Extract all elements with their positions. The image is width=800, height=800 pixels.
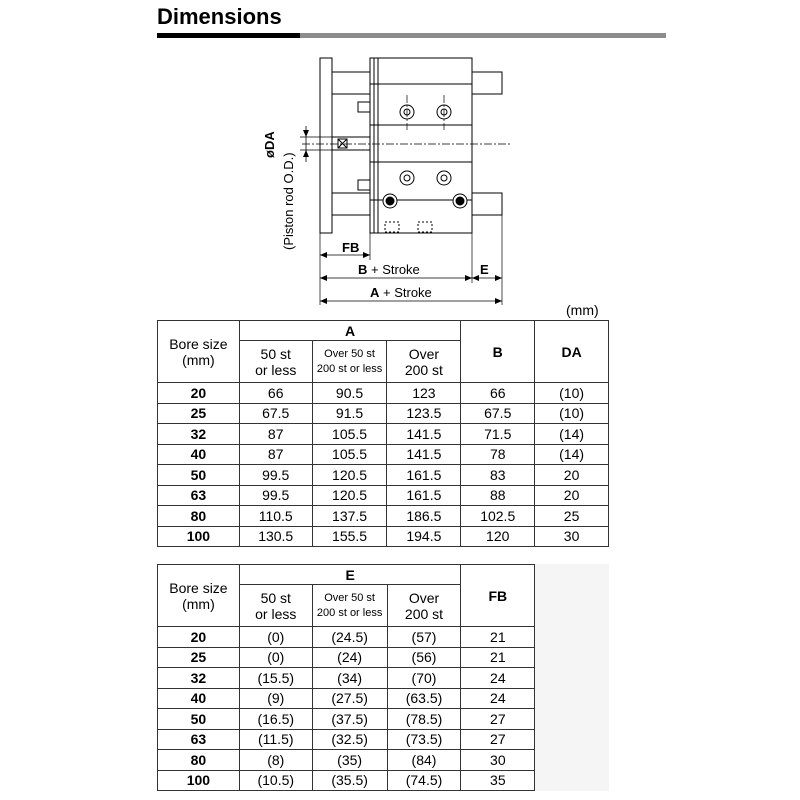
bore-size-cell: 80: [158, 506, 240, 527]
table-row: [158, 688, 609, 709]
b-cell: 67.5: [461, 403, 535, 424]
unit-note: (mm): [566, 302, 599, 318]
b-cell: 102.5: [461, 506, 535, 527]
a-over50st-cell: 90.5: [312, 383, 387, 404]
title-underline-dark: [157, 33, 300, 38]
e-subheader-50st-line2: or less: [255, 605, 297, 622]
a-over200st-cell: 123: [387, 383, 461, 404]
e-over200st-cell: (84): [387, 750, 461, 771]
e-over50st-cell: (24.5): [312, 627, 387, 648]
da-cell: (14): [535, 444, 609, 465]
e-50st-cell: (8): [239, 750, 312, 771]
table-e-body: [158, 627, 609, 791]
a-subheader-50st-line1: 50 st: [260, 345, 291, 362]
e-over50st-cell: (32.5): [312, 729, 387, 750]
bore-size-header-line2: (mm): [182, 595, 215, 612]
empty-shaded-cell: [535, 688, 609, 709]
a-50st-cell: 87: [239, 444, 312, 465]
a-over50st-cell: 137.5: [312, 506, 387, 527]
dimension-table-e: [157, 564, 609, 791]
drawing-label-a: [370, 285, 432, 300]
e-over50st-cell: (27.5): [312, 688, 387, 709]
a-50st-cell: 87: [239, 424, 312, 445]
da-cell: (10): [535, 403, 609, 424]
bore-size-header-line1: Bore size: [169, 579, 228, 596]
da-cell: 30: [535, 526, 609, 547]
table-row: [158, 647, 609, 668]
e-subheader-50st-line1: 50 st: [260, 589, 291, 606]
drawing-label-piston: (Piston rod O.D.): [281, 152, 296, 250]
a-subheader-over200st: [387, 341, 461, 383]
bore-size-cell: 25: [158, 403, 240, 424]
a-subheader-50st-line2: or less: [255, 361, 297, 378]
e-over50st-cell: (35): [312, 750, 387, 771]
table-row: [158, 526, 609, 547]
a-over50st-cell: 105.5: [312, 424, 387, 445]
title-underline-grey: [300, 33, 666, 38]
bore-size-header-line1: Bore size: [169, 335, 228, 352]
a-over50st-cell: 120.5: [312, 485, 387, 506]
a-group-header: A: [239, 321, 461, 341]
e-50st-cell: (0): [239, 627, 312, 648]
table-row: [158, 668, 609, 689]
empty-shaded-cell: [535, 770, 609, 791]
drawing-label-b: [358, 262, 420, 277]
a-over200st-cell: 161.5: [387, 485, 461, 506]
bore-size-cell: 20: [158, 627, 240, 648]
a-over200st-cell: 123.5: [387, 403, 461, 424]
da-cell: (10): [535, 383, 609, 404]
drawing-label-a-letter: A: [370, 285, 380, 300]
fb-cell: 30: [461, 750, 535, 771]
bore-size-cell: 25: [158, 647, 240, 668]
e-subheader-over200st-line1: Over: [408, 589, 440, 606]
bore-size-cell: 32: [158, 424, 240, 445]
da-header: DA: [535, 321, 609, 383]
a-over200st-cell: 186.5: [387, 506, 461, 527]
a-subheader-50st: [239, 341, 312, 383]
e-subheader-over50st-line2: 200 st or less: [316, 606, 383, 619]
dimension-table-a: [157, 320, 609, 547]
e-over200st-cell: (74.5): [387, 770, 461, 791]
empty-shaded-cell: [535, 668, 609, 689]
a-50st-cell: 99.5: [239, 465, 312, 486]
fb-cell: 24: [461, 668, 535, 689]
bore-size-cell: 32: [158, 668, 240, 689]
b-header: B: [461, 321, 535, 383]
e-over200st-cell: (56): [387, 647, 461, 668]
e-subheader-over200st: [387, 585, 461, 627]
a-subheader-over200st-line1: Over: [408, 345, 440, 362]
a-subheader-over50st-line1: Over 50 st: [324, 347, 375, 360]
drawing-label-a-suffix: + Stroke: [379, 285, 432, 300]
bore-size-header: [158, 565, 240, 627]
empty-shaded-cell: [535, 565, 609, 627]
e-group-header: E: [239, 565, 461, 585]
table-row: [158, 709, 609, 730]
e-over50st-cell: (24): [312, 647, 387, 668]
b-cell: 88: [461, 485, 535, 506]
a-50st-cell: 67.5: [239, 403, 312, 424]
table-row: [158, 506, 609, 527]
da-cell: 20: [535, 465, 609, 486]
a-over50st-cell: 105.5: [312, 444, 387, 465]
drawing-plate: [320, 58, 332, 233]
e-50st-cell: (9): [239, 688, 312, 709]
e-over50st-cell: (37.5): [312, 709, 387, 730]
a-over50st-cell: 155.5: [312, 526, 387, 547]
a-over200st-cell: 194.5: [387, 526, 461, 547]
a-over50st-cell: 91.5: [312, 403, 387, 424]
e-over50st-cell: (35.5): [312, 770, 387, 791]
fb-cell: 35: [461, 770, 535, 791]
b-cell: 83: [461, 465, 535, 486]
fb-cell: 27: [461, 729, 535, 750]
a-50st-cell: 99.5: [239, 485, 312, 506]
bore-size-header-line2: (mm): [182, 351, 215, 368]
table-row: [158, 485, 609, 506]
title-underline: [157, 33, 666, 38]
da-cell: 25: [535, 506, 609, 527]
bore-size-cell: 100: [158, 770, 240, 791]
a-subheader-over50st-line2: 200 st or less: [316, 362, 383, 375]
e-subheader-over50st-line1: Over 50 st: [324, 591, 375, 604]
da-cell: (14): [535, 424, 609, 445]
bore-size-header: [158, 321, 240, 383]
a-50st-cell: 130.5: [239, 526, 312, 547]
cylinder-dimension-drawing: [262, 50, 522, 310]
table-row: [158, 627, 609, 648]
drawing-label-fb: FB: [342, 240, 360, 255]
fb-cell: 27: [461, 709, 535, 730]
bore-size-cell: 63: [158, 729, 240, 750]
e-over200st-cell: (78.5): [387, 709, 461, 730]
bore-size-cell: 40: [158, 444, 240, 465]
table-row: [158, 383, 609, 404]
table-row: [158, 465, 609, 486]
empty-shaded-cell: [535, 647, 609, 668]
bore-size-cell: 63: [158, 485, 240, 506]
bore-size-cell: 20: [158, 383, 240, 404]
drawing-label-da: øDA: [262, 131, 277, 158]
bore-size-cell: 50: [158, 465, 240, 486]
e-over50st-cell: (34): [312, 668, 387, 689]
table-row: [158, 403, 609, 424]
a-over200st-cell: 141.5: [387, 444, 461, 465]
a-over50st-cell: 120.5: [312, 465, 387, 486]
e-over200st-cell: (70): [387, 668, 461, 689]
e-subheader-50st: [239, 585, 312, 627]
drawing-label-b-suffix: + Stroke: [367, 262, 420, 277]
b-cell: 66: [461, 383, 535, 404]
e-over200st-cell: (63.5): [387, 688, 461, 709]
a-50st-cell: 110.5: [239, 506, 312, 527]
bore-size-cell: 80: [158, 750, 240, 771]
fb-cell: 21: [461, 627, 535, 648]
table-row: [158, 729, 609, 750]
b-cell: 71.5: [461, 424, 535, 445]
e-subheader-over50st: [312, 585, 387, 627]
b-cell: 78: [461, 444, 535, 465]
fb-header: FB: [461, 565, 535, 627]
empty-shaded-cell: [535, 729, 609, 750]
a-subheader-over200st-line2: 200 st: [404, 361, 443, 378]
fb-cell: 24: [461, 688, 535, 709]
table-row: [158, 770, 609, 791]
e-subheader-over200st-line2: 200 st: [404, 605, 444, 622]
e-50st-cell: (16.5): [239, 709, 312, 730]
a-over200st-cell: 141.5: [387, 424, 461, 445]
empty-shaded-cell: [535, 627, 609, 648]
bore-size-cell: 50: [158, 709, 240, 730]
da-cell: 20: [535, 485, 609, 506]
fb-cell: 21: [461, 647, 535, 668]
drawing-label-e: E: [480, 262, 489, 277]
table-a-body: [158, 383, 609, 547]
empty-shaded-cell: [535, 750, 609, 771]
e-over200st-cell: (73.5): [387, 729, 461, 750]
e-50st-cell: (10.5): [239, 770, 312, 791]
drawing-label-b-letter: B: [358, 262, 368, 277]
table-row: [158, 424, 609, 445]
b-cell: 120: [461, 526, 535, 547]
a-subheader-over50st: [312, 341, 387, 383]
e-50st-cell: (15.5): [239, 668, 312, 689]
e-50st-cell: (11.5): [239, 729, 312, 750]
bore-size-cell: 40: [158, 688, 240, 709]
table-row: [158, 750, 609, 771]
a-over200st-cell: 161.5: [387, 465, 461, 486]
bore-size-cell: 100: [158, 526, 240, 547]
page-title: Dimensions: [157, 4, 282, 29]
a-50st-cell: 66: [239, 383, 312, 404]
table-row: [158, 444, 609, 465]
empty-shaded-cell: [535, 709, 609, 730]
e-50st-cell: (0): [239, 647, 312, 668]
e-over200st-cell: (57): [387, 627, 461, 648]
